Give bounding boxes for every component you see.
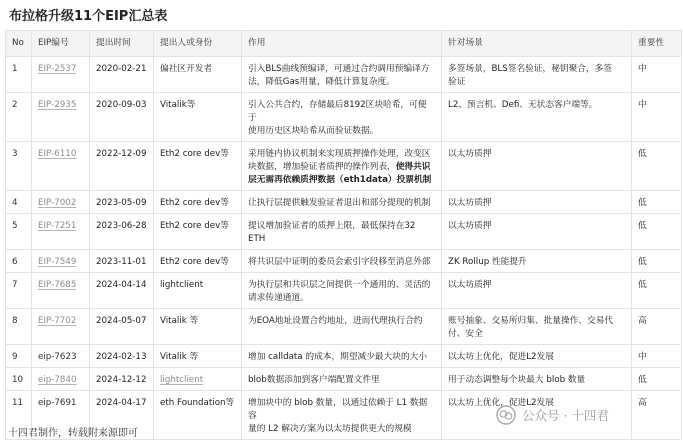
cell-importance: 高 — [632, 391, 682, 440]
cell-no: 10 — [6, 368, 32, 391]
cell-scenario: ZK Rollup 性能提升 — [442, 250, 632, 273]
cell-proposer — [154, 368, 242, 391]
cell-eip — [32, 345, 90, 368]
eip-id: eip-7623 — [38, 352, 77, 362]
cell-eip — [32, 57, 90, 93]
proposer-text: Vitalik 等 — [160, 352, 199, 362]
cell-effect: 为EOA地址设置合约地址，进而代理执行合约 — [242, 309, 442, 345]
column-header-importance: 重要性 — [632, 31, 682, 57]
cell-proposer — [154, 273, 242, 309]
cell-eip — [32, 309, 90, 345]
cell-scenario: 多签场景，BLS签名验证，秘钥聚合，多签 验证 — [442, 57, 632, 93]
cell-no: 6 — [6, 250, 32, 273]
cell-effect: 采用链内协议机制来实现质押操作处理，改变区 块数据，增加验证者质押的操作列表，使得共识 层无需再依赖质押数据（eth1data）投票机制 — [242, 142, 442, 191]
cell-importance: 低 — [632, 368, 682, 391]
cell-scenario: 以太坊质押 — [442, 191, 632, 214]
cell-scenario: 以太坊质押 — [442, 273, 632, 309]
cell-date: 2024-04-14 — [90, 273, 154, 309]
column-header-eip: EIP编号 — [32, 31, 90, 57]
proposer-text: Eth2 core dev等 — [160, 149, 229, 159]
proposer-text: Eth2 core dev等 — [160, 198, 229, 208]
proposer-text: Vitalik等 — [160, 100, 196, 110]
column-header-no: No — [6, 31, 32, 57]
eip-link[interactable]: EIP-7685 — [38, 280, 77, 290]
proposer-link[interactable]: lightclient — [160, 375, 204, 385]
cell-effect: 将共识层中证明的委员会索引字段移至消息外部 — [242, 250, 442, 273]
cell-no: 9 — [6, 345, 32, 368]
table-row — [6, 273, 682, 309]
column-header-effect: 作用 — [242, 31, 442, 57]
cell-eip — [32, 191, 90, 214]
table-row — [6, 142, 682, 191]
cell-effect: 让执行层提供触发验证者退出和部分提现的机制 — [242, 191, 442, 214]
cell-effect: 增加块中的 blob 数量，以通过依赖于 L1 数据容 量的 L2 解决方案为以太坊提供更大的规模 — [242, 391, 442, 440]
cell-scenario: 以太坊上优化，促进L2发展 — [442, 345, 632, 368]
eip-link[interactable]: EIP-2935 — [38, 100, 77, 110]
cell-no: 3 — [6, 142, 32, 191]
cell-date: 2020-09-03 — [90, 93, 154, 142]
cell-proposer — [154, 214, 242, 250]
table-row — [6, 345, 682, 368]
cell-no: 1 — [6, 57, 32, 93]
cell-scenario: 用于动态调整每个块最大 blob 数量 — [442, 368, 632, 391]
cell-effect: 增加 calldata 的成本，期望减少最大块的大小 — [242, 345, 442, 368]
cell-eip — [32, 273, 90, 309]
cell-eip — [32, 368, 90, 391]
table-row — [6, 191, 682, 214]
cell-importance: 中 — [632, 345, 682, 368]
cell-no: 2 — [6, 93, 32, 142]
cell-importance: 中 — [632, 93, 682, 142]
eip-link[interactable]: EIP-7251 — [38, 221, 77, 231]
proposer-text: Eth2 core dev等 — [160, 221, 229, 231]
table-header-row — [6, 31, 682, 57]
footer-note: 十四君制作，转载附来源即可 — [8, 428, 138, 439]
cell-proposer — [154, 93, 242, 142]
cell-effect: 引入BLS曲线预编译，可通过合约调用预编译方 法，降低Gas用量，降低计算复杂度。 — [242, 57, 442, 93]
column-header-date: 提出时间 — [90, 31, 154, 57]
cell-proposer — [154, 250, 242, 273]
cell-date: 2024-02-13 — [90, 345, 154, 368]
cell-effect: 提议增加验证者的质押上限，最低保持在32 ETH — [242, 214, 442, 250]
cell-proposer — [154, 391, 242, 440]
cell-importance: 中 — [632, 57, 682, 93]
cell-proposer — [154, 309, 242, 345]
cell-no: 11 — [6, 391, 32, 440]
cell-no: 7 — [6, 273, 32, 309]
proposer-text: eth Foundation等 — [160, 398, 235, 408]
cell-eip — [32, 142, 90, 191]
cell-no: 8 — [6, 309, 32, 345]
column-header-scenario: 针对场景 — [442, 31, 632, 57]
cell-proposer — [154, 191, 242, 214]
cell-effect: blob数据添加到客户端配置文件里 — [242, 368, 442, 391]
cell-date: 2024-12-12 — [90, 368, 154, 391]
eip-link[interactable]: eip-7840 — [38, 375, 77, 385]
cell-date: 2024-05-07 — [90, 309, 154, 345]
cell-proposer — [154, 142, 242, 191]
cell-scenario: 以太坊质押 — [442, 214, 632, 250]
cell-importance: 低 — [632, 273, 682, 309]
cell-scenario: 以太坊上优化，促进L2发展 — [442, 391, 632, 440]
watermark — [496, 405, 609, 425]
effect-highlight: 使得共识 层无需再依赖质押数据（eth1data）投票机制 — [248, 162, 432, 185]
cell-date: 2020-02-21 — [90, 57, 154, 93]
cell-date: 2024-04-17 — [90, 391, 154, 440]
cell-importance: 低 — [632, 214, 682, 250]
cell-date: 2023-06-28 — [90, 214, 154, 250]
cell-importance: 高 — [632, 309, 682, 345]
proposer-text: lightclient — [160, 280, 204, 290]
eip-link[interactable]: EIP-7002 — [38, 198, 77, 208]
table-row — [6, 57, 682, 93]
eip-summary-table — [5, 30, 682, 440]
watermark-text: 公众号 · 十四君 — [522, 408, 609, 423]
cell-scenario: 以太坊质押 — [442, 142, 632, 191]
table-row — [6, 93, 682, 142]
table-row — [6, 250, 682, 273]
eip-id: eip-7691 — [38, 398, 77, 408]
cell-effect: 引入公共合约，存储最后8192区块哈希，可便于 使用历史区块哈希从而验证数据。 — [242, 93, 442, 142]
eip-link[interactable]: EIP-6110 — [38, 149, 77, 159]
table-row — [6, 309, 682, 345]
cell-importance: 低 — [632, 142, 682, 191]
column-header-proposer: 提出人或身份 — [154, 31, 242, 57]
cell-importance: 低 — [632, 191, 682, 214]
table-row — [6, 368, 682, 391]
wechat-public-account-icon — [496, 405, 516, 425]
proposer-text: Vitalik 等 — [160, 316, 199, 326]
cell-effect: 为执行层和共识层之间提供一个通用的、灵活的 请求传递通道。 — [242, 273, 442, 309]
cell-eip — [32, 214, 90, 250]
eip-link[interactable]: EIP-2537 — [38, 64, 77, 74]
cell-scenario: L2、预言机、Defi、无状态客户端等。 — [442, 93, 632, 142]
cell-eip — [32, 93, 90, 142]
cell-eip — [32, 250, 90, 273]
table-row — [6, 214, 682, 250]
cell-no: 4 — [6, 191, 32, 214]
cell-date: 2023-05-09 — [90, 191, 154, 214]
proposer-text: Eth2 core dev等 — [160, 257, 229, 267]
cell-proposer — [154, 57, 242, 93]
cell-scenario: 账号抽象、交易所归集、批量操作、交易代 付、安全 — [442, 309, 632, 345]
proposer-text: 偏社区开发者 — [160, 64, 213, 74]
eip-link[interactable]: EIP-7702 — [38, 316, 77, 326]
cell-importance: 低 — [632, 250, 682, 273]
eip-link[interactable]: EIP-7549 — [38, 257, 77, 267]
cell-date: 2022-12-09 — [90, 142, 154, 191]
cell-no: 5 — [6, 214, 32, 250]
cell-date: 2023-11-01 — [90, 250, 154, 273]
cell-proposer — [154, 345, 242, 368]
page-title: 布拉格升级11个EIP汇总表 — [9, 9, 168, 24]
